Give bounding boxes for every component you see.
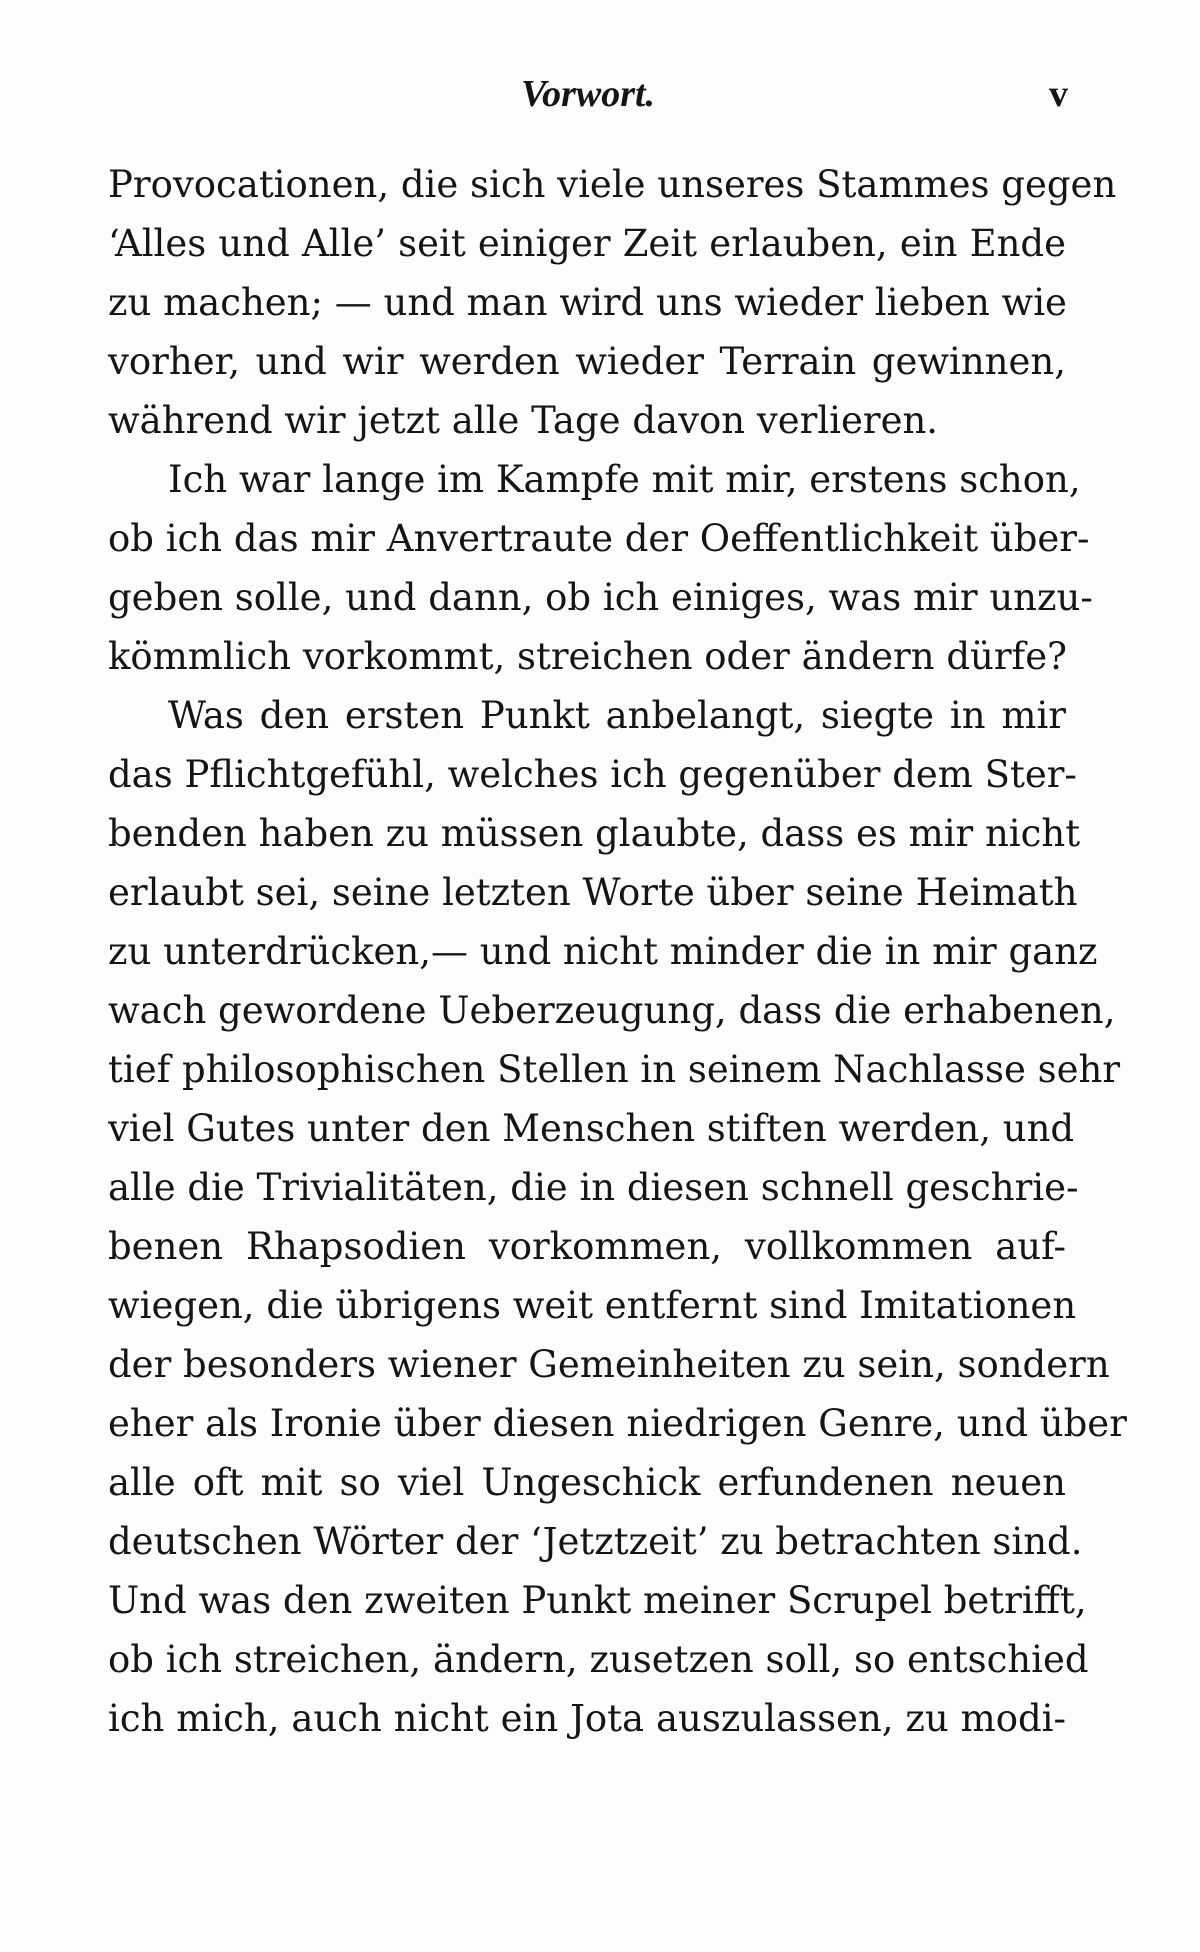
text-line: erlaubt sei, seine letzten Worte über seine Heimath [108, 871, 1078, 914]
text-line: Und was den zweiten Punkt meiner Scrupel betrifft, [108, 1579, 1087, 1622]
text-line: eher als Ironie über diesen niedrigen Genre, und über [108, 1402, 1127, 1445]
text-line: das Pflichtgefühl, welches ich gegenüber dem Ster- [108, 753, 1077, 796]
text-line: ‘Alles und Alle’ seit einiger Zeit erlauben, ein Ende [108, 222, 1066, 265]
running-head [108, 66, 1068, 126]
text-line: kömmlich vorkommt, streichen oder ändern dürfe? [108, 635, 1067, 678]
text-line: Provocationen, die sich viele unseres Stammes gegen [108, 163, 1117, 206]
text-line: deutschen Wörter der ‘Jetztzeit’ zu betrachten sind. [108, 1520, 1083, 1563]
paragraph-first-line: Ich war lange im Kampfe mit mir, erstens schon, [168, 458, 1081, 501]
text-line: wach gewordene Ueberzeugung, dass die erhabenen, [108, 989, 1116, 1032]
text-line: vorher, und wir werden wieder Terrain gewinnen, [108, 340, 1066, 383]
text-line: benden haben zu müssen glaubte, dass es mir nicht [108, 812, 1081, 855]
text-line: zu machen; — und man wird uns wieder lieben wie [108, 281, 1067, 324]
text-line: tief philosophischen Stellen in seinem Nachlasse sehr [108, 1048, 1121, 1091]
text-line: der besonders wiener Gemeinheiten zu sein, sondern [108, 1343, 1110, 1386]
text-line: alle die Trivialitäten, die in diesen schnell geschrie- [108, 1166, 1079, 1209]
text-line: zu unterdrücken,— und nicht minder die in mir ganz [108, 930, 1098, 973]
page-number: v [1049, 73, 1068, 115]
body-text [108, 155, 1127, 1748]
text-line: ich mich, auch nicht ein Jota auszulassen, zu modi- [108, 1697, 1066, 1740]
paragraph-first-line: Was den ersten Punkt anbelangt, siegte in mir [168, 694, 1066, 737]
text-line: viel Gutes unter den Menschen stiften werden, und [108, 1107, 1075, 1150]
text-line: benen Rhapsodien vorkommen, vollkommen auf- [108, 1225, 1066, 1268]
running-head-title: Vorwort. [520, 73, 656, 115]
text-line: ob ich das mir Anvertraute der Oeffentlichkeit über- [108, 517, 1090, 560]
text-line: alle oft mit so viel Ungeschick erfundenen neuen [108, 1461, 1066, 1504]
text-line: geben solle, und dann, ob ich einiges, was mir unzu- [108, 576, 1093, 619]
text-line: während wir jetzt alle Tage davon verlieren. [108, 399, 939, 442]
text-line: wiegen, die übrigens weit entfernt sind Imitationen [108, 1284, 1077, 1327]
text-line: ob ich streichen, ändern, zusetzen soll, so entschied [108, 1638, 1089, 1681]
